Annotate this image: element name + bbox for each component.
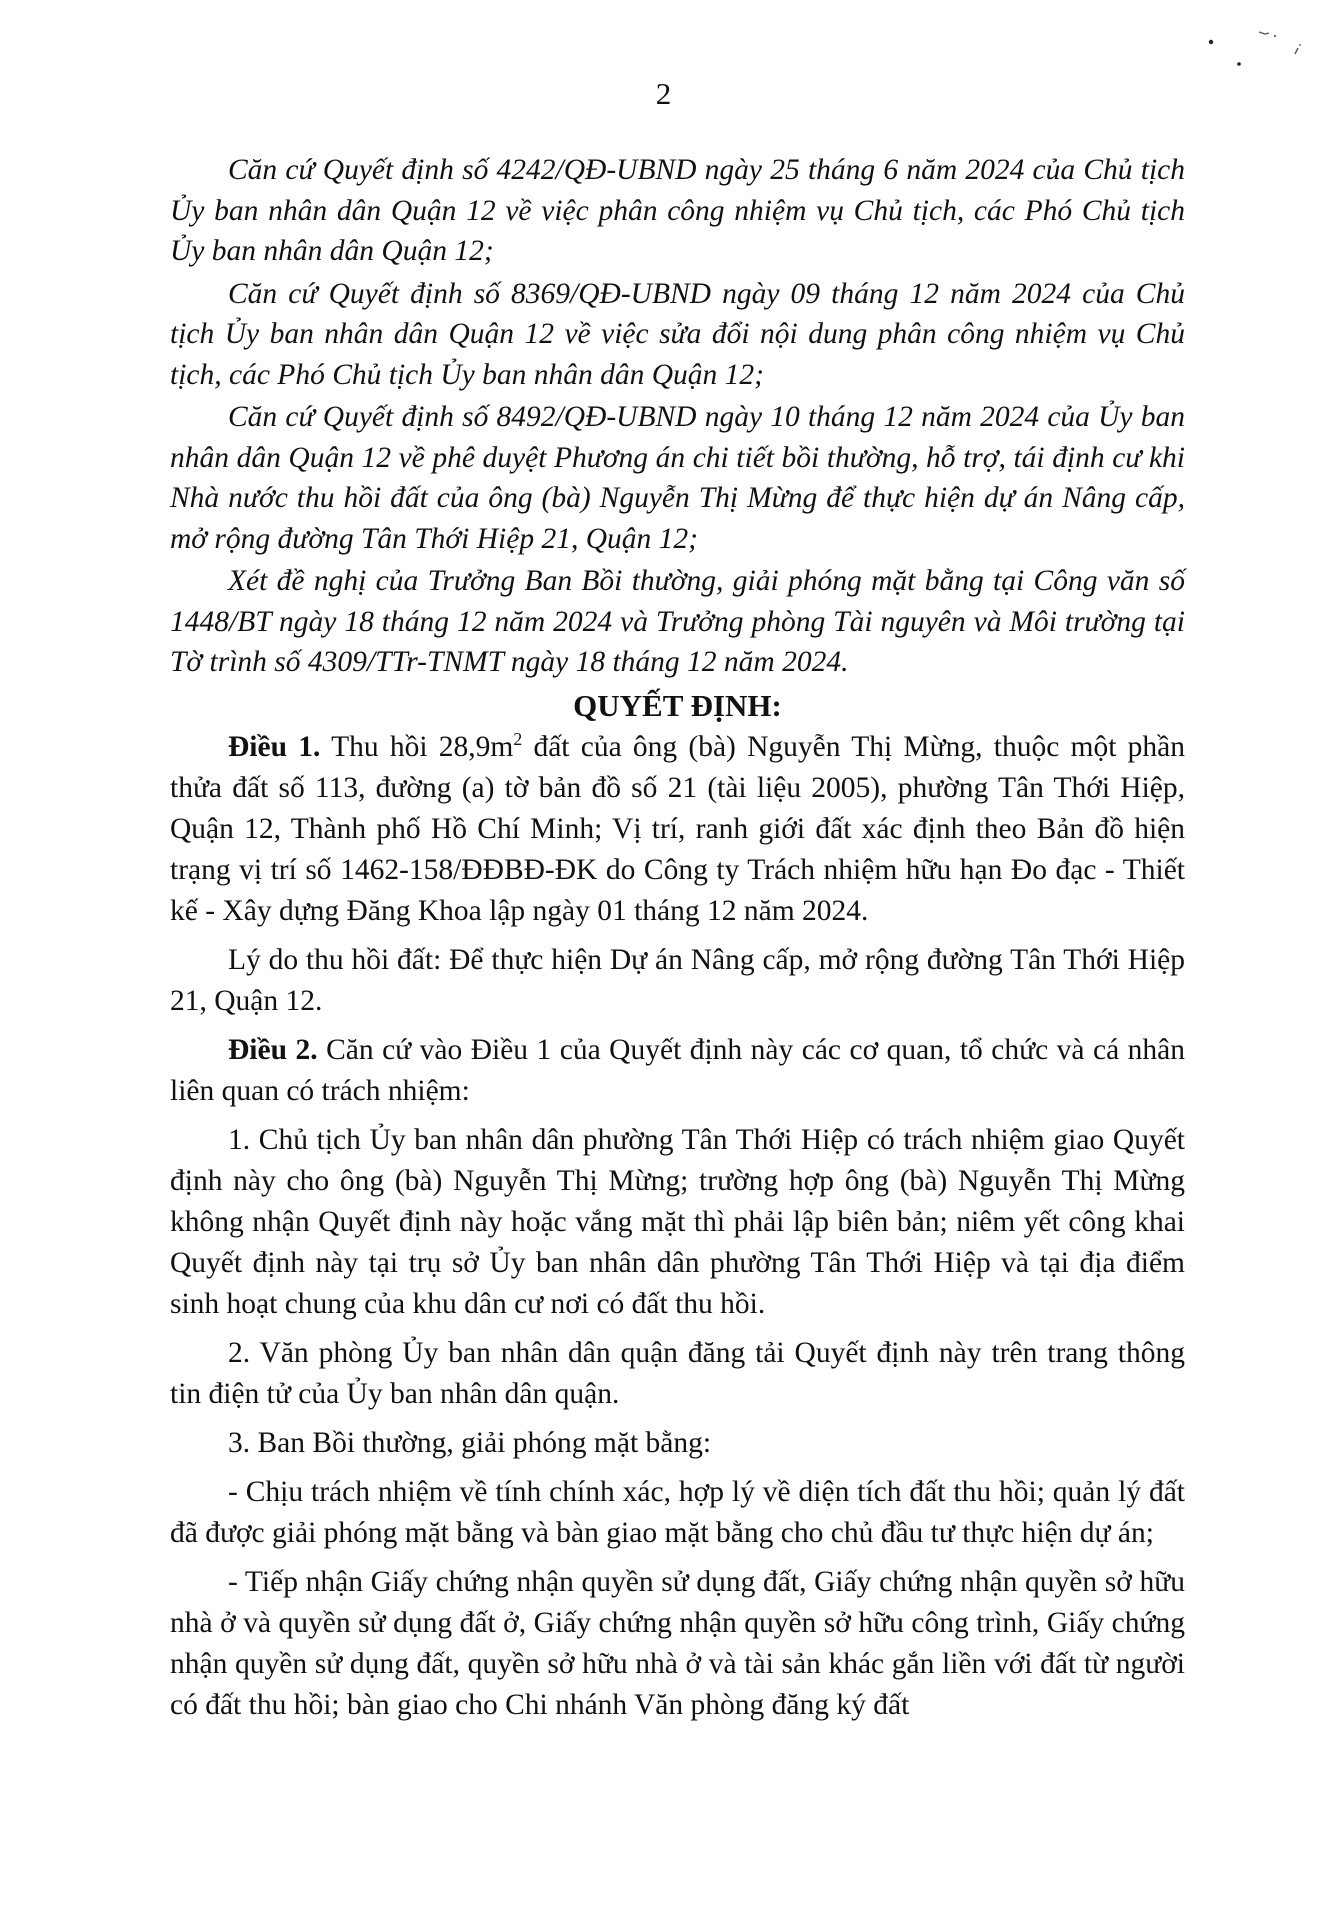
article-1-label: Điều 1. (228, 730, 321, 763)
article-1-text-start: Thu hồi 28,9m (320, 730, 514, 763)
page-number: 2 (655, 76, 672, 111)
decision-articles (170, 727, 1185, 1726)
preamble-paragraph: Căn cứ Quyết định số 4242/QĐ-UBND ngày 25 tháng 6 năm 2024 của Chủ tịch Ủy ban nhân dân Quận 12 về việc phân công nhiệm vụ Chủ tịch, các Phó Chủ tịch Ủy ban nhân dân Quận 12; (170, 154, 1185, 267)
article-2-item: - Tiếp nhận Giấy chứng nhận quyền sử dụng đất, Giấy chứng nhận quyền sở hữu nhà ở và quyền sử dụng đất ở, Giấy chứng nhận quyền sở hữu công trình, Giấy chứng nhận quyền sử dụng đất, quyền sở hữu nhà ở và tài sản khác gắn liền với đất từ người có đất thu hồi; bàn giao cho Chi nhánh Văn phòng đăng ký đất (170, 1565, 1185, 1721)
preamble-paragraph: Căn cứ Quyết định số 8369/QĐ-UBND ngày 09 tháng 12 năm 2024 của Chủ tịch Ủy ban nhân dân Quận 12 về việc sửa đổi nội dung phân công nhiệm vụ Chủ tịch, các Phó Chủ tịch Ủy ban nhân dân Quận 12; (170, 277, 1185, 391)
preamble-paragraph: Căn cứ Quyết định số 8492/QĐ-UBND ngày 10 tháng 12 năm 2024 của Ủy ban nhân dân Quận 12 về phê duyệt Phương án chi tiết bồi thường, hỗ trợ, tái định cư khi Nhà nước thu hồi đất của ông (bà) Nguyễn Thị Mừng để thực hiện dự án Nâng cấp, mở rộng đường Tân Thới Hiệp 21, Quận 12; (170, 401, 1185, 555)
article-2 (170, 1030, 1185, 1112)
document-body (170, 150, 1185, 1734)
article-2-intro: Căn cứ vào Điều 1 của Quyết định này các cơ quan, tổ chức và cá nhân liên quan có trách nhiệm: (170, 1033, 1185, 1107)
article-2-item: 3. Ban Bồi thường, giải phóng mặt bằng: (228, 1426, 712, 1459)
preamble (170, 150, 1185, 683)
article-1-reason: Lý do thu hồi đất: Để thực hiện Dự án Nâng cấp, mở rộng đường Tân Thới Hiệp 21, Quận 12. (170, 943, 1185, 1017)
article-2-label: Điều 2. (228, 1033, 318, 1066)
article-2-item: 2. Văn phòng Ủy ban nhân dân quận đăng tải Quyết định này trên trang thông tin điện tử của Ủy ban nhân dân quận. (170, 1336, 1185, 1410)
area-unit-superscript: 2 (513, 728, 523, 749)
preamble-paragraph: Xét đề nghị của Trưởng Ban Bồi thường, giải phóng mặt bằng tại Công văn số 1448/BT ngày 18 tháng 12 năm 2024 và Trưởng phòng Tài nguyên và Môi trường tại Tờ trình số 4309/TTr-TNMT ngày 18 tháng 12 năm 2024. (170, 565, 1185, 678)
article-1 (170, 727, 1185, 932)
article-1-text-end: đất của ông (bà) Nguyễn Thị Mừng, thuộc một phần thửa đất số 113, đường (a) tờ bản đồ số 21 (tài liệu 2005), phường Tân Thới Hiệp, Quận 12, Thành phố Hồ Chí Minh; Vị trí, ranh giới đất xác định theo Bản đồ hiện trạng vị trí số 1462-158/ĐĐBĐ-ĐK do Công ty Trách nhiệm hữu hạn Đo đạc - Thiết kế - Xây dựng Đăng Khoa lập ngày 01 tháng 12 năm 2024. (170, 730, 1186, 927)
decision-heading: QUYẾT ĐỊNH: (573, 687, 782, 723)
article-2-item: 1. Chủ tịch Ủy ban nhân dân phường Tân Thới Hiệp có trách nhiệm giao Quyết định này cho ông (bà) Nguyễn Thị Mừng; trường hợp ông (bà) Nguyễn Thị Mừng không nhận Quyết định này hoặc vắng mặt thì phải lập biên bản; niêm yết công khai Quyết định này tại trụ sở Ủy ban nhân dân phường Tân Thới Hiệp và tại địa điểm sinh hoạt chung của khu dân cư nơi có đất thu hồi. (170, 1123, 1185, 1320)
article-2-item: - Chịu trách nhiệm về tính chính xác, hợp lý về diện tích đất thu hồi; quản lý đất đã được giải phóng mặt bằng và bàn giao mặt bằng cho chủ đầu tư thực hiện dự án; (170, 1475, 1185, 1549)
